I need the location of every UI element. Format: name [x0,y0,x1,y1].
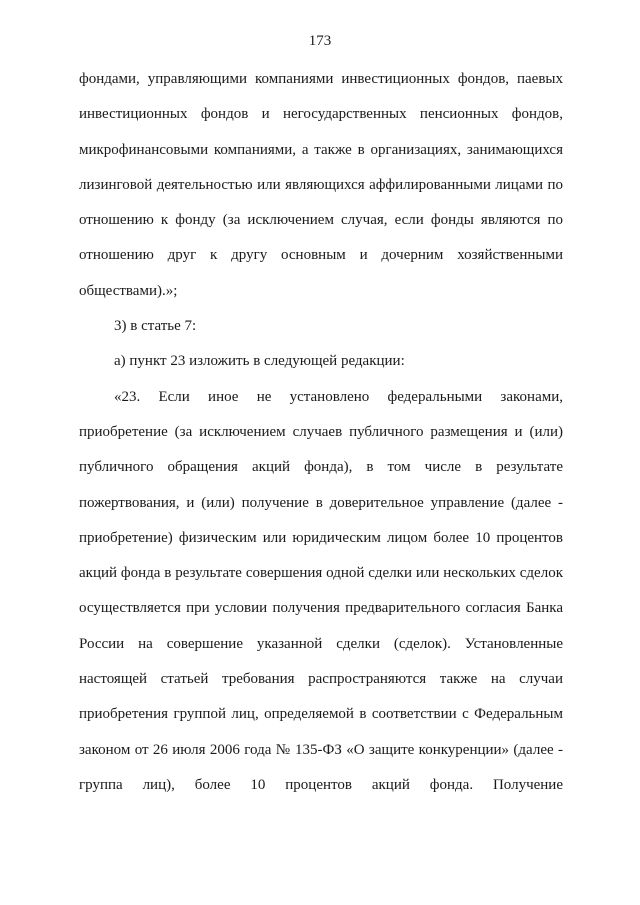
text-line: настоящей статьей требования распространяются также на случаи [79,671,563,688]
text-line: приобретение) физическим или юридическим лицом более 10 процентов [79,529,563,546]
text-line: приобретение (за исключением случаев публичного размещения и (или) [79,423,563,440]
body-text [79,64,563,805]
page-number: 173 [308,33,332,49]
text-line: акций фонда в результате совершения одной сделки или нескольких сделок [79,565,563,582]
text-line: приобретения группой лиц, определяемой в соответствии с Федеральным [79,706,563,723]
text-line: обществами).»; [79,282,178,299]
text-line: «23. Если иное не установлено федеральными законами, [114,388,563,405]
list-item-heading: 3) в статье 7: [114,318,197,335]
text-line: инвестиционных фондов и негосударственных пенсионных фондов, [79,106,563,123]
text-line: публичного обращения акций фонда), в том числе в результате [79,459,563,476]
list-item-subheading: а) пункт 23 изложить в следующей редакции: [114,353,405,370]
text-line: группа лиц), более 10 процентов акций фонда. Получение [79,776,563,793]
text-line: отношению друг к другу основным и дочерним хозяйственными [79,247,563,264]
text-line: микрофинансовыми компаниями, а также в организациях, занимающихся [79,141,563,158]
text-line: лизинговой деятельностью или являющихся аффилированными лицами по [79,176,563,193]
text-line: фондами, управляющими компаниями инвестиционных фондов, паевых [79,71,563,87]
text-line: отношению к фонду (за исключением случая, если фонды являются по [79,212,563,229]
text-line: осуществляется при условии получения предварительного согласия Банка [79,600,563,617]
text-line: пожертвования, и (или) получение в доверительное управление (далее - [79,494,563,511]
text-line: законом от 26 июля 2006 года № 135-ФЗ «О защите конкуренции» (далее - [79,741,563,758]
text-line: России на совершение указанной сделки (сделок). Установленные [79,635,563,652]
